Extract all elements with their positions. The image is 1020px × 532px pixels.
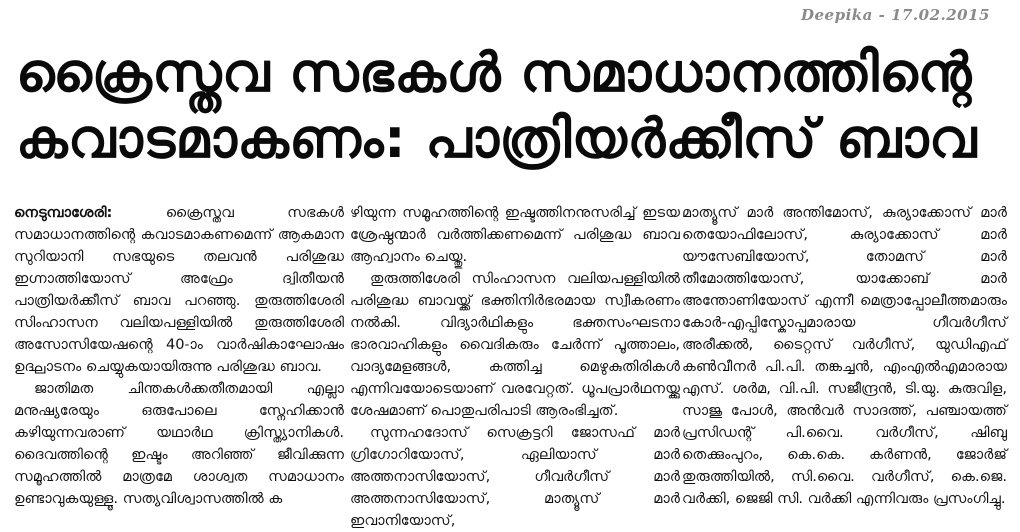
- headline: [16, 40, 1006, 172]
- headline-line-2: കവാടമാകണം: പാത്രിയർക്കീസ് ബാവ: [16, 107, 977, 170]
- article-paragraph-text: ക്രൈസ്തവ സഭകൾ സമാധാനത്തിന്റെ കവാടമാകണമെന്ന് ആകമാന സുറിയാനി സഭയുടെ തലവൻ പരിശുദ്ധ ഇഗ്നാത്തിയോസ് അഫ്രേം ദ്വിതീയൻ പാത്രിയർക്കീസ് ബാവ പറഞ്ഞു. തുരുത്തിശേരി സിംഹാസന വലിയപള്ളിയിൽ തുരുത്തിശേരി അസോസിയേഷന്റെ 40-ാം വാർഷികാഘോഷം ഉദ്ഘാടനം ചെയ്യുകയായിരുന്നു പരിശുദ്ധ ബാവ.: [14, 204, 344, 375]
- article-paragraph: തുരുത്തിശേരി സിംഹാസന വലിയപള്ളിയിൽ പരിശുദ്ധ ബാവയ്ക്ക് ഭക്തിനിർഭരമായ സ്വീകരണം നൽകി. വിദ്യാർഥികളും ഭക്തസംഘടനാ ഭാരവാഹികളും വൈദികരും ചേർന്ന് പൂത്താലം, വാദ്യമേളങ്ങൾ, കത്തിച്ച മെഴുകുതിരികൾ എന്നിവയോടെയാണ് വരവേറ്റത്. ധൂപപ്രാർഥനയ്ക്കു ശേഷമാണ് പൊതുപരിപാടി ആരംഭിച്ചത്.: [350, 270, 680, 419]
- headline-line-1: ക്രൈസ്തവ സഭകൾ സമാധാനത്തിന്റെ: [16, 41, 972, 104]
- article-paragraph: സുന്നഹദോസ് സെക്രട്ടറി ജോസഫ് മാർ ഗ്രിഗോറിയോസ്, ഏലിയാസ് മാർ അത്തനാസിയോസ്, ഗീവർഗീസ് മാർ അത്തനാസിയോസ്, മാത്യൂസ് മാർ ഇവാനിയോസ്,: [350, 424, 680, 529]
- newspaper-source-date: Deepika - 17.02.2015: [800, 6, 990, 24]
- article-paragraph: ജാതിമത ചിന്തകൾക്കതീതമായി എല്ലാ മനുഷ്യരേയും ഒരുപോലെ സ്നേഹിക്കാൻ കഴിയുന്നവരാണ് യഥാർഥ ക്രിസ്ത്യാനികൾ. ദൈവത്തിന്റെ ഇഷ്ടം അറിഞ്ഞ് ജീവിക്കുന്ന സമൂഹത്തിൽ മാത്രമേ ശാശ്വത സമാധാനം ഉണ്ടാവുകയുള്ളൂ. സത്യവിശ്വാസത്തിൽ ക: [14, 380, 344, 507]
- article-column-1: [14, 202, 344, 510]
- article-dateline: നെടുമ്പാശേരി:: [14, 204, 113, 221]
- article-paragraph: [14, 202, 344, 378]
- article-column-2: [350, 202, 680, 532]
- article-column-3: [682, 202, 1007, 510]
- article-paragraph: മാത്യൂസ് മാർ അന്തിമോസ്, കുര്യാക്കോസ് മാർ തെയോഫിലോസ്, കുര്യാക്കോസ് മാർ യൗസേബിയോസ്, തോമസ് മാർ തീമോത്തിയോസ്, യാക്കോബ് മാർ അന്തോണിയോസ് എന്നീ മെത്രാപ്പോലീത്തമാരും കോർ-എപ്പിസ്കോപ്പമാരായ ഗീവർഗീസ് അരീക്കൽ, ടൈറ്റസ് വർഗീസ്, യുഡിഎഫ് കൺവീനർ പി.പി. തങ്കച്ചൻ, എംഎൽഎമാരായ എസ്. ശർമ, വി.പി. സജീന്ദ്രൻ, ടി.യു. കുരുവിള, സാജു പോൾ, അൻവർ സാദത്ത്, പഞ്ചായത്ത് പ്രസിഡന്റ് പി.വൈ. വർഗീസ്, ഷിബു തെക്കുംപുറം, കെ.കെ. കർണൻ, ജോർജ് തുരുത്തിയിൽ, സി.വൈ. വർഗീസ്, കെ.ജെ. വർക്കി, ജെജി സി. വർക്കി എന്നിവരും പ്രസംഗിച്ചു.: [682, 204, 1007, 507]
- article-paragraph: ഴിയുന്ന സമൂഹത്തിന്റെ ഇഷ്ടത്തിനനുസരിച്ച് ഇടയ ശ്രേഷ്ഠന്മാർ വർത്തിക്കണമെന്ന് പരിശുദ്ധ ബാവ ആഹ്വാനം ചെയ്തു.: [350, 204, 680, 265]
